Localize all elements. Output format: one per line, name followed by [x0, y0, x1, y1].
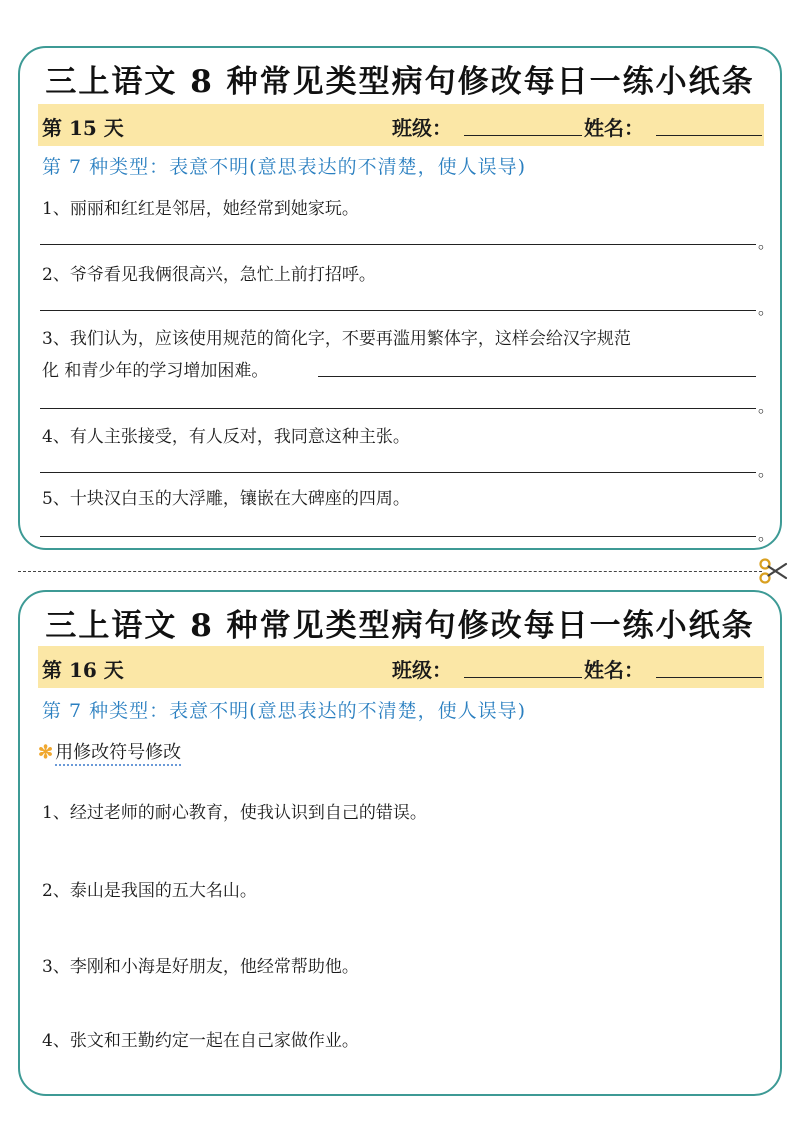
class-label: 班级： — [392, 658, 452, 682]
type-title: 第 7 种类型：表意不明(意思表达的不清楚，使人误导) — [42, 700, 526, 722]
worksheet-card-day16 — [18, 590, 782, 1096]
question-4: 4、有人主张接受，有人反对，我同意这种主张。 — [42, 427, 410, 447]
day-label: 第 15 天 — [42, 116, 124, 140]
question-3-cont: 化 和青少年的学习增加困难。 — [42, 361, 269, 381]
cut-line — [18, 571, 762, 572]
question-2: 2、泰山是我国的五大名山。 — [42, 881, 257, 901]
answer-period-4: 。 — [758, 461, 775, 480]
name-label: 姓名： — [584, 658, 644, 682]
answer-line-1[interactable] — [40, 244, 756, 245]
answer-line-5[interactable] — [40, 536, 756, 537]
day-label: 第 16 天 — [42, 658, 124, 682]
class-label: 班级： — [392, 116, 452, 140]
class-field[interactable] — [464, 135, 582, 136]
day-band — [38, 646, 764, 688]
worksheet-card-day15 — [18, 46, 782, 550]
answer-period-3: 。 — [758, 397, 775, 416]
question-3: 3、李刚和小海是好朋友，他经常帮助他。 — [42, 957, 359, 977]
question-1: 1、经过老师的耐心教育，使我认识到自己的错误。 — [42, 803, 427, 823]
scissors-icon — [758, 556, 788, 586]
card-title: 三上语文 8 种常见类型病句修改每日一练小纸条 — [45, 64, 755, 100]
question-5: 5、十块汉白玉的大浮雕，镶嵌在大碑座的四周。 — [42, 489, 410, 509]
answer-line-3[interactable] — [40, 408, 756, 409]
name-field[interactable] — [656, 135, 762, 136]
answer-inline-line-3[interactable] — [318, 376, 756, 377]
name-label: 姓名： — [584, 116, 644, 140]
answer-period-5: 。 — [758, 525, 775, 544]
question-3: 3、我们认为，应该使用规范的简化字，不要再滥用繁体字，这样会给汉字规范 — [42, 329, 631, 349]
instruction-text: 用修改符号修改 — [55, 742, 181, 766]
answer-period-1: 。 — [758, 233, 775, 252]
instruction — [38, 738, 181, 764]
answer-line-2[interactable] — [40, 310, 756, 311]
card-title: 三上语文 8 种常见类型病句修改每日一练小纸条 — [45, 608, 755, 644]
class-field[interactable] — [464, 677, 582, 678]
answer-period-2: 。 — [758, 299, 775, 318]
asterisk-icon: ✻ — [38, 742, 54, 763]
day-band — [38, 104, 764, 146]
question-1: 1、丽丽和红红是邻居，她经常到她家玩。 — [42, 199, 359, 219]
type-title: 第 7 种类型：表意不明(意思表达的不清楚，使人误导) — [42, 156, 526, 178]
answer-line-4[interactable] — [40, 472, 756, 473]
name-field[interactable] — [656, 677, 762, 678]
question-2: 2、爷爷看见我俩很高兴，急忙上前打招呼。 — [42, 265, 376, 285]
question-4: 4、张文和王勤约定一起在自己家做作业。 — [42, 1031, 359, 1051]
